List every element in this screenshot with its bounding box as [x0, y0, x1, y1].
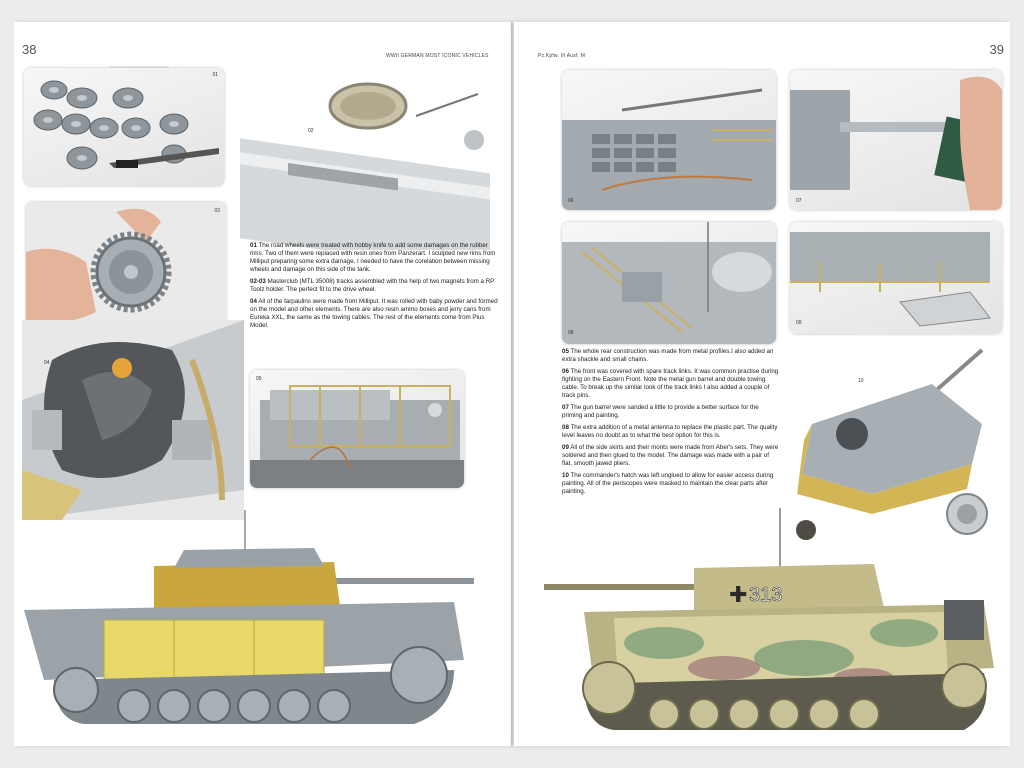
running-head-left: WWII GERMAN MOST ICONIC VEHICLES — [386, 53, 489, 59]
side-skirts-illustration — [790, 222, 1002, 334]
rear-construction-illustration — [250, 370, 464, 488]
photo-rear-construction — [250, 370, 464, 488]
left-text-column — [250, 242, 500, 334]
camouflaged-tank-model — [544, 508, 1010, 738]
photo-number: 09 — [796, 320, 802, 326]
grey-tank-model — [14, 510, 480, 732]
photo-number: 08 — [568, 330, 574, 336]
photo-front-track-links — [562, 70, 776, 210]
photo-number: 05 — [256, 376, 262, 382]
track-holder-illustration — [238, 68, 502, 250]
photo-side-skirts — [790, 222, 1002, 334]
photo-drive-wheel — [26, 202, 226, 336]
caption-paragraph: 06 The front was covered with spare track links. It was common practise during fighting on the Eastern Front. Note the metal gun barrel and double towing cable. To break up the similar look of the track links I also added a couple of track pins. — [562, 368, 779, 399]
tarpaulin-illustration — [22, 320, 244, 520]
metal-antenna-illustration — [562, 222, 776, 344]
photo-gun-barrel-sanding — [790, 70, 1002, 210]
caption-paragraph: 09 All of the side skirts and their monts were made from Aber's sets. They were soldered and then glued to the model. The damage was made with a pair of flat, smooth jawed pliers. — [562, 444, 779, 467]
photo-number: 02 — [308, 128, 314, 134]
photo-number: 01 — [212, 72, 218, 78]
photo-road-wheels — [24, 68, 224, 186]
road-wheels-illustration — [24, 68, 224, 186]
grey-tank-illustration — [14, 510, 480, 732]
caption-paragraph: 05 The whole rear construction was made from metal profiles.I also added an extra shackle and small chains. — [562, 348, 774, 363]
turret-number: 313 — [749, 584, 783, 606]
photo-track-holder — [238, 68, 502, 250]
caption-paragraph: 02-03 Masterclub (MTL 35008) tracks assembled with the help of two magnets from a RP Toolz holder. The perfect fit to the drive wheel. — [250, 278, 495, 293]
drive-wheel-illustration — [26, 202, 226, 336]
photo-number: 03 — [214, 208, 220, 214]
caption-paragraph: 08 The extra addition of a metal antenna to replace the plastic part. The quality level leaves no doubt as to what the best option for this is. — [562, 424, 778, 439]
camouflaged-tank-illustration — [544, 508, 1010, 738]
front-track-links-illustration — [562, 70, 776, 210]
photo-number: 07 — [796, 198, 802, 204]
caption-paragraph: 10 The commander's hatch was left unglued to allow for easier access during painting. All of the periscopes were masked to maintain the clear parts after painting. — [562, 472, 774, 495]
photo-number: 04 — [44, 360, 50, 366]
right-page — [514, 22, 1010, 746]
svg-text:✚: ✚ — [729, 582, 748, 607]
running-head-right: Pz.Kpfw. III Ausf. M — [538, 53, 586, 59]
right-text-column — [562, 348, 780, 500]
page-number-left: 38 — [22, 42, 37, 57]
gun-barrel-sanding-illustration — [790, 70, 1002, 210]
left-page — [14, 22, 511, 746]
photo-number: 06 — [568, 198, 574, 204]
caption-paragraph: 01 The road wheels were treated with hobby knife to add some damages on the rubber rims. Two of them were replaced with resin ones from Panzerart. I sculpted new rims from Milliput preparing some extra damage. I needed to have the corelation between missing wheels and damage on this side of the tank. — [250, 242, 496, 273]
caption-paragraph: 07 The gun barrel were sanded a little to provide a better surface for the priming and painting. — [562, 404, 759, 419]
photo-number: 10 — [858, 378, 864, 384]
caption-paragraph: 04 All of the tarpaulins were made from Milliput. It was rolled with baby powder and formed on the model and other elements. There are also resin ammo boxes and jerry cans from Eureka XXL, the same as the towing cables. The rest of the elements come from Plus Model. — [250, 298, 498, 329]
photo-tarpaulins — [22, 320, 244, 520]
photo-metal-antenna — [562, 222, 776, 344]
page-number-right: 39 — [989, 42, 1004, 57]
